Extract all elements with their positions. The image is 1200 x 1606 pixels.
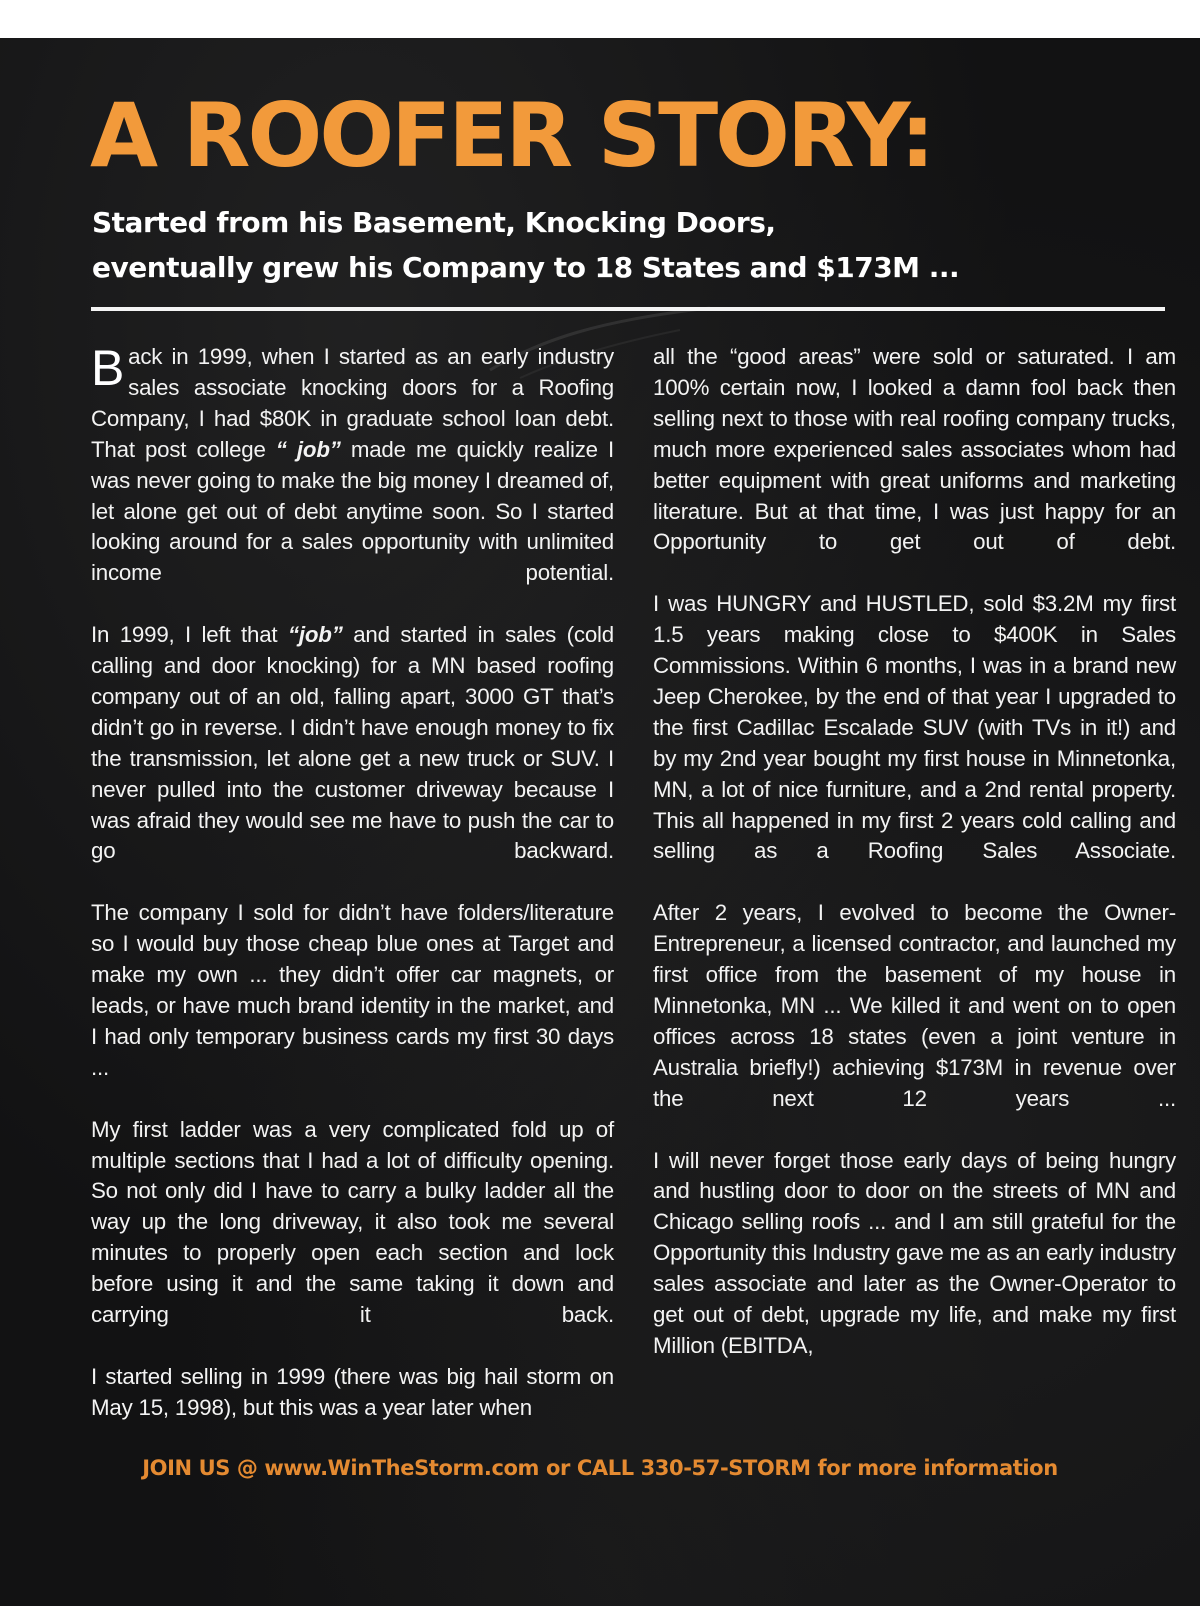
job-emphasis-2: “job” [287, 622, 343, 648]
drop-cap: B [91, 340, 125, 396]
right-paragraph-1: all the “good areas” were sold or saturated. I am 100% certain now, I looked a damn fool back then selling next to those with real roofing company trucks, much more experienced sales associates whom had better equipment with great uniforms and marketing literature. But at that time, I was just happy for an Opportunity to get out of debt. [653, 344, 1176, 555]
subtitle [92, 200, 1152, 290]
right-paragraph-3: After 2 years, I evolved to become the Owner-Entrepreneur, a licensed contractor, and launched my first office from the basement of my house in Minnetonka, MN ... We killed it and went on to open offices across 18 states (even a joint venture in Australia briefly!) achieving $173M in revenue over the next 12 years ... [653, 900, 1176, 1111]
subtitle-line-2: eventually grew his Company to 18 States and $173M ... [92, 251, 960, 284]
left-paragraph-3: The company I sold for didn’t have folders/literature so I would buy those cheap blue ones at Target and make my own ... they didn’t offer car magnets, or leads, or have much brand identity in the market, and I had only temporary business cards my first 30 days ... [91, 900, 614, 1080]
left-paragraph-2-end: and started in sales (cold calling and door knocking) for a MN based roofing company out of an old, falling apart, 3000 GT that’s didn’t go in reverse. I didn’t have enough money to fix the transmission, let alone get a new truck or SUV. I never pulled into the customer driveway because I was afraid they would see me have to push the car to go backward. [91, 622, 614, 864]
subtitle-line-1: Started from his Basement, Knocking Doors, [92, 206, 776, 239]
job-emphasis: “ job” [275, 436, 341, 462]
footer-call-to-action: JOIN US @ www.WinTheStorm.com or CALL 330-57-STORM for more information [142, 1456, 1058, 1480]
left-paragraph-5: I started selling in 1999 (there was big hail storm on May 15, 1998), but this was a year later when [91, 1363, 614, 1420]
left-paragraph-2 [91, 620, 614, 867]
left-paragraph-2-start: In 1999, I left that [91, 622, 288, 648]
left-paragraph-4: My first ladder was a very complicated fold up of multiple sections that I had a lot of difficulty opening. So not only did I have to carry a bulky ladder all the way up the long driveway, it also took me several minutes to properly open each section and lock before using it and the same taking it down and carrying it back. [91, 1116, 614, 1328]
headline: A ROOFER STORY: [90, 84, 933, 187]
left-paragraph-1 [91, 342, 614, 589]
right-paragraph-4: I will never forget those early days of being hungry and hustling door to door on the streets of MN and Chicago selling roofs ... and I am still grateful for the Opportunity this Industry gave me as an early industry sales associate and later as the Owner-Operator to get out of debt, upgrade my life, and make my first Million (EBITDA, [653, 1147, 1176, 1358]
left-paragraph-1-end: made me quickly realize I was never going to make the big money I dreamed of, let alone get out of debt anytime soon. So I started looking around for a sales opportunity with unlimited income potential. [91, 436, 614, 586]
top-white-strip [0, 0, 1200, 38]
divider-rule [91, 307, 1165, 311]
left-paragraph-1-text: ack in 1999, when I started as an early industry sales associate knocking doors for a Roofing Company, I had $80K in graduate school loan debt. That post college [91, 344, 614, 462]
left-column [91, 342, 614, 1424]
right-column [653, 342, 1176, 1362]
right-paragraph-2: I was HUNGRY and HUSTLED, sold $3.2M my first 1.5 years making close to $400K in Sales Commissions. Within 6 months, I was in a brand new Jeep Cherokee, by the end of that year I upgraded to the first Cadillac Escalade SUV (with TVs in it!) and by my 2nd year bought my first house in Minnetonka, MN, a lot of nice furniture, and a 2nd rental property. This all happened in my first 2 years cold calling and selling as a Roofing Sales Associate. [653, 591, 1176, 864]
